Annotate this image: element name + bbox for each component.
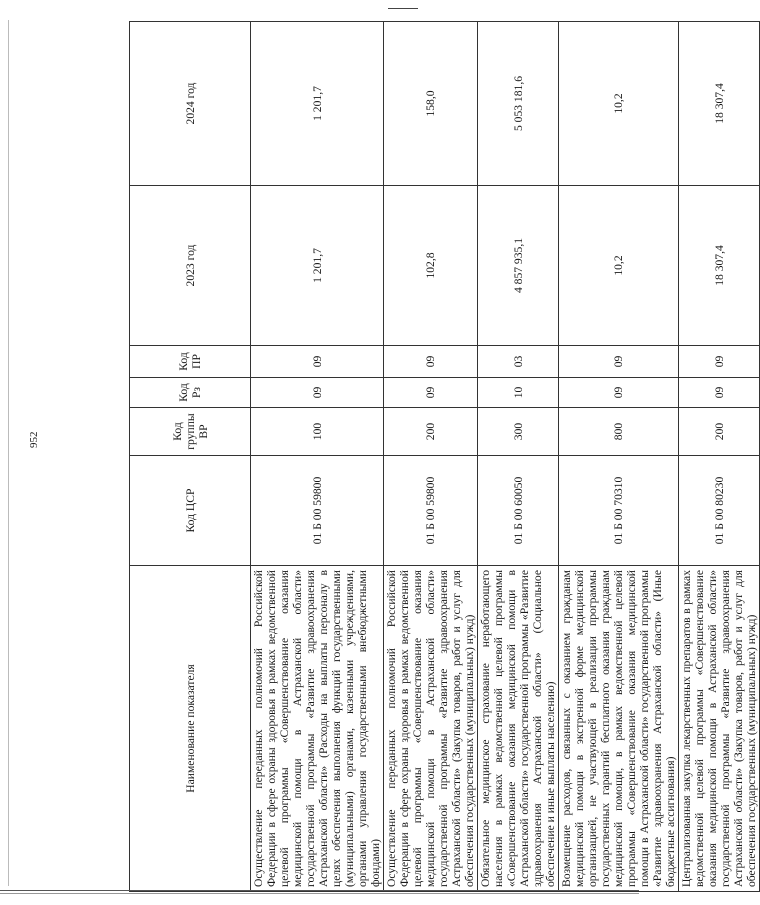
row-name: Возмещение расходов, связанных с оказанием гражданам медицинской помощи в экстренной форме медицинской организацией, не участвующей в реализации программы государственных гарантий бесплатного оказания гражданам медицинской помощи, в рамках ведомственной целевой программы «Совершенствование оказания медицинской помощи в Астраханской области» государственной программы «Развитие здравоохранения Астраханской области» (Иные бюджетные ассигнования) (559, 566, 679, 892)
header-pr: Код ПР (130, 346, 251, 378)
row-2023: 1 201,7 (251, 186, 384, 346)
row-pr: 09 (559, 346, 679, 378)
row-csr: 01 Б 00 80230 (679, 456, 760, 566)
header-2024: 2024 год (130, 22, 251, 186)
header-name: Наименование показателя (130, 566, 251, 892)
row-2023: 18 307,4 (679, 186, 760, 346)
row-name: Обязательное медицинское страхование неработающего населения в рамках ведомственной целевой программы «Совершенствование оказания медицинской помощи в Астраханской области» государственной программы «Развитие здравоохранения Астраханской области» (Социальное обеспечение и иные выплаты населению) (478, 566, 559, 892)
row-vr: 200 (679, 408, 760, 456)
budget-table (129, 21, 760, 892)
table-row (384, 22, 478, 892)
table-row (478, 22, 559, 892)
row-2024: 10,2 (559, 22, 679, 186)
row-vr: 800 (559, 408, 679, 456)
row-vr: 300 (478, 408, 559, 456)
row-name: Осуществление переданных полномочий Российской Федерации в сфере охраны здоровья в рамках ведомственной целевой программы «Совершенствование оказания медицинской помощи в Астраханской области» государственной программы «Развитие здравоохранения Астраханской области» (Закупка товаров, работ и услуг для обеспечения государственных (муниципальных) нужд) (384, 566, 478, 892)
row-name: Осуществление переданных полномочий Российской Федерации в сфере охраны здоровья в рамках ведомственной целевой программы «Совершенствование оказания медицинской помощи в Астраханской области» государственной программы «Развитие здравоохранения Астраханской области» (Расходы на выплаты персоналу в целях обеспечения выполнения функций государственными (муниципальными) органами, казенными учреждениями, органами управления государственными внебюджетными фондами) (251, 566, 384, 892)
row-2024: 1 201,7 (251, 22, 384, 186)
row-2023: 102,8 (384, 186, 478, 346)
bottom-rule-secondary (0, 893, 639, 894)
row-rz: 09 (384, 378, 478, 408)
header-csr: Код ЦСР (130, 456, 251, 566)
row-2024: 5 053 181,6 (478, 22, 559, 186)
row-2024: 18 307,4 (679, 22, 760, 186)
row-pr: 09 (384, 346, 478, 378)
row-2023: 10,2 (559, 186, 679, 346)
row-rz: 10 (478, 378, 559, 408)
bottom-rule (0, 890, 639, 891)
row-vr: 100 (251, 408, 384, 456)
row-csr: 01 Б 00 59800 (384, 456, 478, 566)
row-2023: 4 857 935,1 (478, 186, 559, 346)
row-pr: 03 (478, 346, 559, 378)
row-csr: 01 Б 00 60050 (478, 456, 559, 566)
row-pr: 09 (679, 346, 760, 378)
header-2023: 2023 год (130, 186, 251, 346)
table-row (559, 22, 679, 892)
row-rz: 09 (559, 378, 679, 408)
header-rz: Код Рз (130, 378, 251, 408)
rotated-table-container (129, 22, 758, 892)
row-name: Централизованная закупка лекарственных препаратов в рамках ведомственной целевой программы «Совершенствование оказания медицинской помощи в Астраханской области» государственной программы «Развитие здравоохранения Астраханской области» (Закупка товаров, работ и услуг для обеспечения государственных (муниципальных) нужд) (679, 566, 760, 892)
row-pr: 09 (251, 346, 384, 378)
table-row (679, 22, 760, 892)
row-rz: 09 (251, 378, 384, 408)
row-csr: 01 Б 00 70310 (559, 456, 679, 566)
header-vr: Код группы ВР (130, 408, 251, 456)
table-header-row (130, 22, 251, 892)
table-row (251, 22, 384, 892)
top-rule (388, 8, 418, 9)
row-rz: 09 (679, 378, 760, 408)
row-2024: 158,0 (384, 22, 478, 186)
row-vr: 200 (384, 408, 478, 456)
row-csr: 01 Б 00 59800 (251, 456, 384, 566)
scan-edge-line (8, 20, 9, 886)
page-number: 952 (28, 431, 40, 448)
